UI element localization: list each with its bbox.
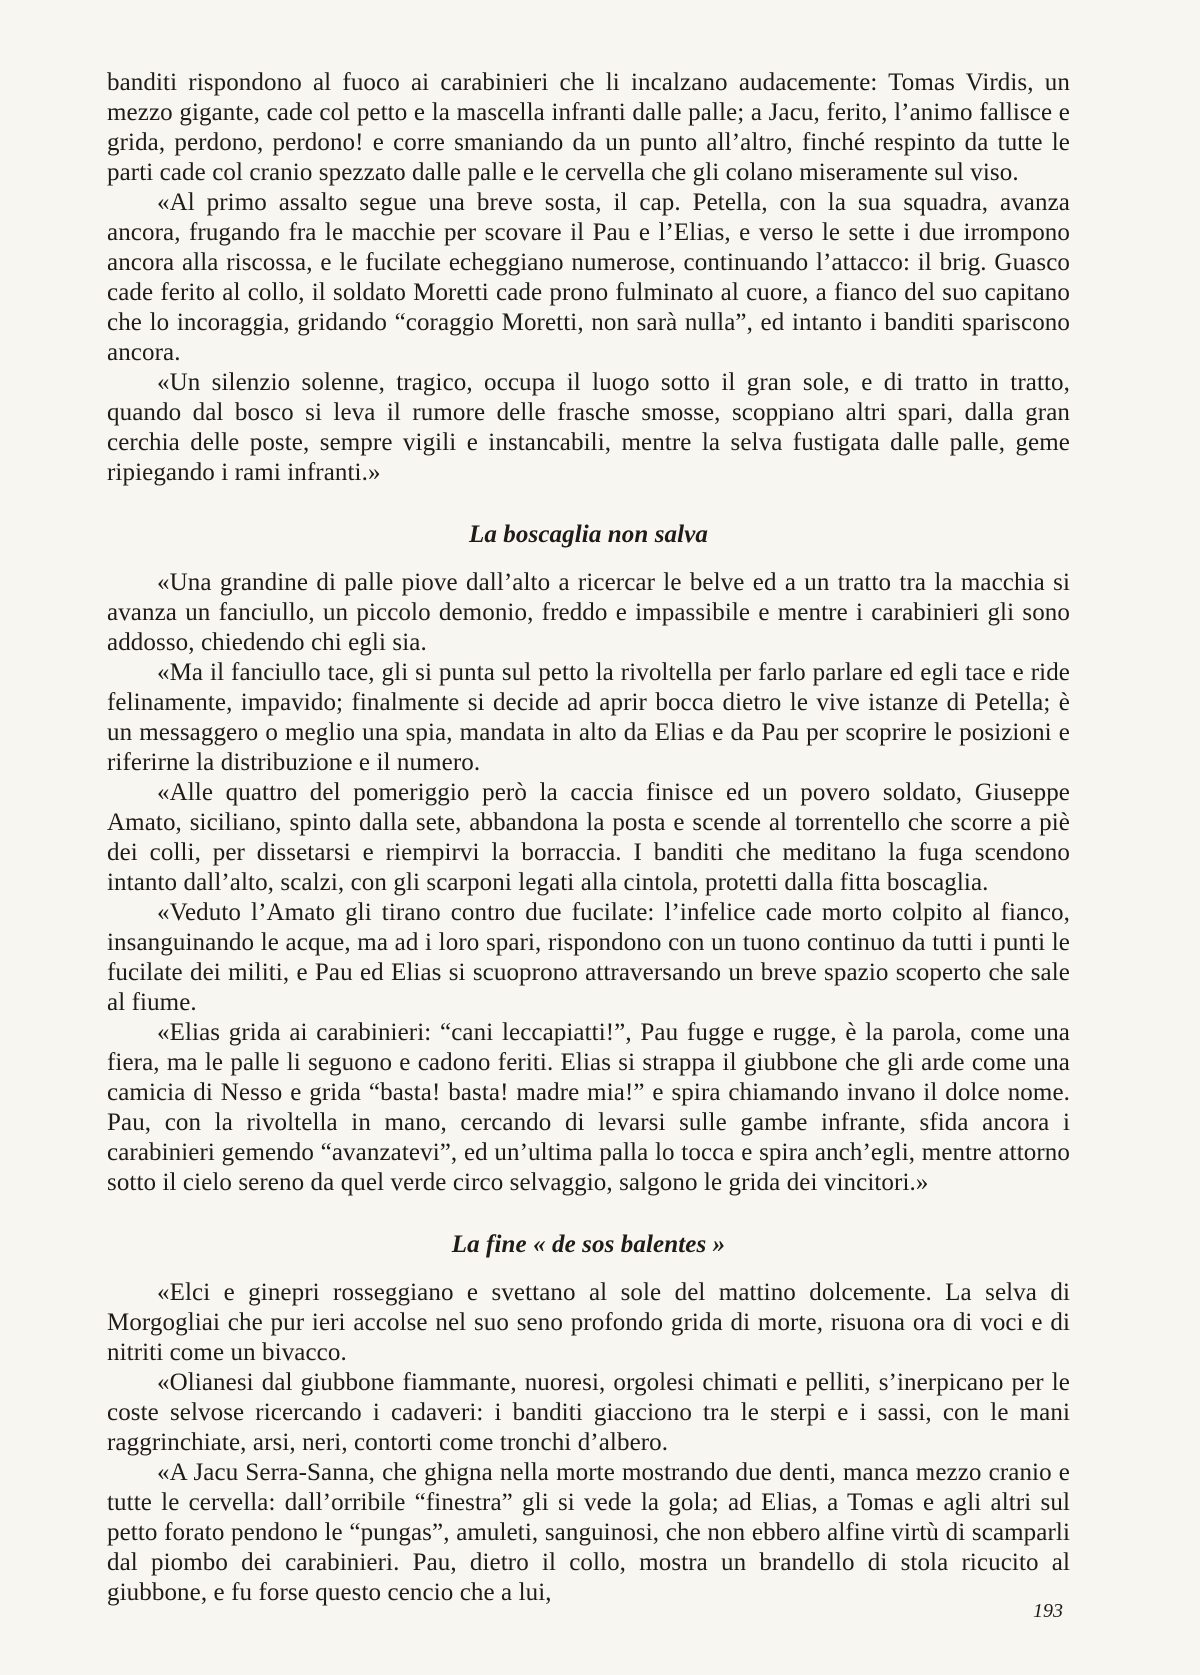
paragraph: «Una grandine di palle piove dall’alto a ricercar le belve ed a un tratto tra la macchia si avanza un fanciullo, un piccolo demonio, freddo e impassibile e mentre i carabinieri gli sono addosso, chiedendo chi egli sia. [107,569,1070,656]
paragraph: «Elias grida ai carabinieri: “cani leccapiatti!”, Pau fugge e rugge, è la parola, come una fiera, ma le palle li seguono e cadono feriti. Elias si strappa il giubbone che gli arde come una camicia di Nesso e grida “basta! basta! madre mia!” e spira chiamando invano il dolce nome. Pau, con la rivoltella in mano, cercando di levarsi sulle gambe infrante, sfida ancora i carabinieri gemendo “avanzatevi”, ed un’ultima palla lo tocca e spira anch’egli, mentre attorno sotto il cielo sereno da quel verde circo selvaggio, salgono le grida dei vincitori.» [107,1019,1070,1196]
paragraph: «Alle quattro del pomeriggio però la caccia finisce ed un povero soldato, Giuseppe Amato, siciliano, spinto dalla sete, abbandona la posta e scende al torrentello che scorre a piè dei colli, per dissetarsi e riempirvi la borraccia. I banditi che meditano la fuga scendono intanto dall’alto, scalzi, con gli scarponi legati alla cintola, protetti dalla fitta boscaglia. [107,779,1070,896]
paragraph: «A Jacu Serra-Sanna, che ghigna nella morte mostrando due denti, manca mezzo cranio e tutte le cervella: dall’orribile “finestra” gli si vede la gola; ad Elias, a Tomas e agli altri sul petto forato pendono le “pungas”, amuleti, sanguinosi, che non ebbero alfine virtù di scamparli dal piombo dei carabinieri. Pau, dietro il collo, mostra un brandello di stola ricucito al giubbone, e fu forse questo cencio che a lui, [107,1459,1070,1606]
paragraph: «Ma il fanciullo tace, gli si punta sul petto la rivoltella per farlo parlare ed egli tace e ride felinamente, impavido; finalmente si decide ad aprir bocca dietro le vive istanze di Petella; è un messaggero o meglio una spia, mandata in alto da Elias e da Pau per scoprire le posizioni e riferirne la distribuzione e il numero. [107,659,1070,776]
document-page [107,68,1070,1608]
paragraph: «Al primo assalto segue una breve sosta, il cap. Petella, con la sua squadra, avanza ancora, frugando fra le macchie per scovare il Pau e l’Elias, e verso le sette i due irrompono ancora alla riscossa, e le fucilate echeggiano numerose, continuando l’attacco: il brig. Guasco cade ferito al collo, il soldato Moretti cade prono fulminato al cuore, a fianco del suo capitano che lo incoraggia, gridando “coraggio Moretti, non sarà nulla”, ed intanto i banditi spariscono ancora. [107,189,1070,366]
paragraph: «Veduto l’Amato gli tirano contro due fucilate: l’infelice cade morto colpito al fianco, insanguinando le acque, ma ad i loro spari, rispondono con un tuono continuo da tutti i punti le fucilate dei militi, e Pau ed Elias si scuoprono attraversando un breve spazio scoperto che sale al fiume. [107,899,1070,1016]
paragraph: «Un silenzio solenne, tragico, occupa il luogo sotto il gran sole, e di tratto in tratto, quando dal bosco si leva il rumore delle frasche smosse, scoppiano altri spari, dalla gran cerchia delle poste, sempre vigili e instancabili, mentre la selva fustigata dalle palle, geme ripiegando i rami infranti.» [107,369,1070,486]
paragraph: «Elci e ginepri rosseggiano e svettano al sole del mattino dolcemente. La selva di Morgogliai che pur ieri accolse nel suo seno profondo grida di morte, risuona ora di voci e di nitriti come un bivacco. [107,1279,1070,1366]
section-heading: La boscaglia non salva [468,521,709,548]
paragraph: «Olianesi dal giubbone fiammante, nuoresi, orgolesi chimati e pelliti, s’inerpicano per le coste selvose ricercando i cadaveri: i banditi giacciono tra le sterpi e i sassi, con le mani raggrinchiate, arsi, neri, contorti come tronchi d’albero. [107,1369,1070,1456]
paragraph: banditi rispondono al fuoco ai carabinieri che li incalzano audacemente: Tomas Virdis, un mezzo gigante, cade col petto e la mascella infranti dalle palle; a Jacu, ferito, l’animo fallisce e grida, perdono, perdono! e corre smaniando da un punto all’altro, finché respinto da tutte le parti cade col cranio spezzato dalle palle e le cervella che gli colano miseramente sul viso. [107,69,1070,186]
section-heading: La fine « de sos balentes » [451,1231,726,1258]
page-number: 193 [1033,1600,1063,1622]
